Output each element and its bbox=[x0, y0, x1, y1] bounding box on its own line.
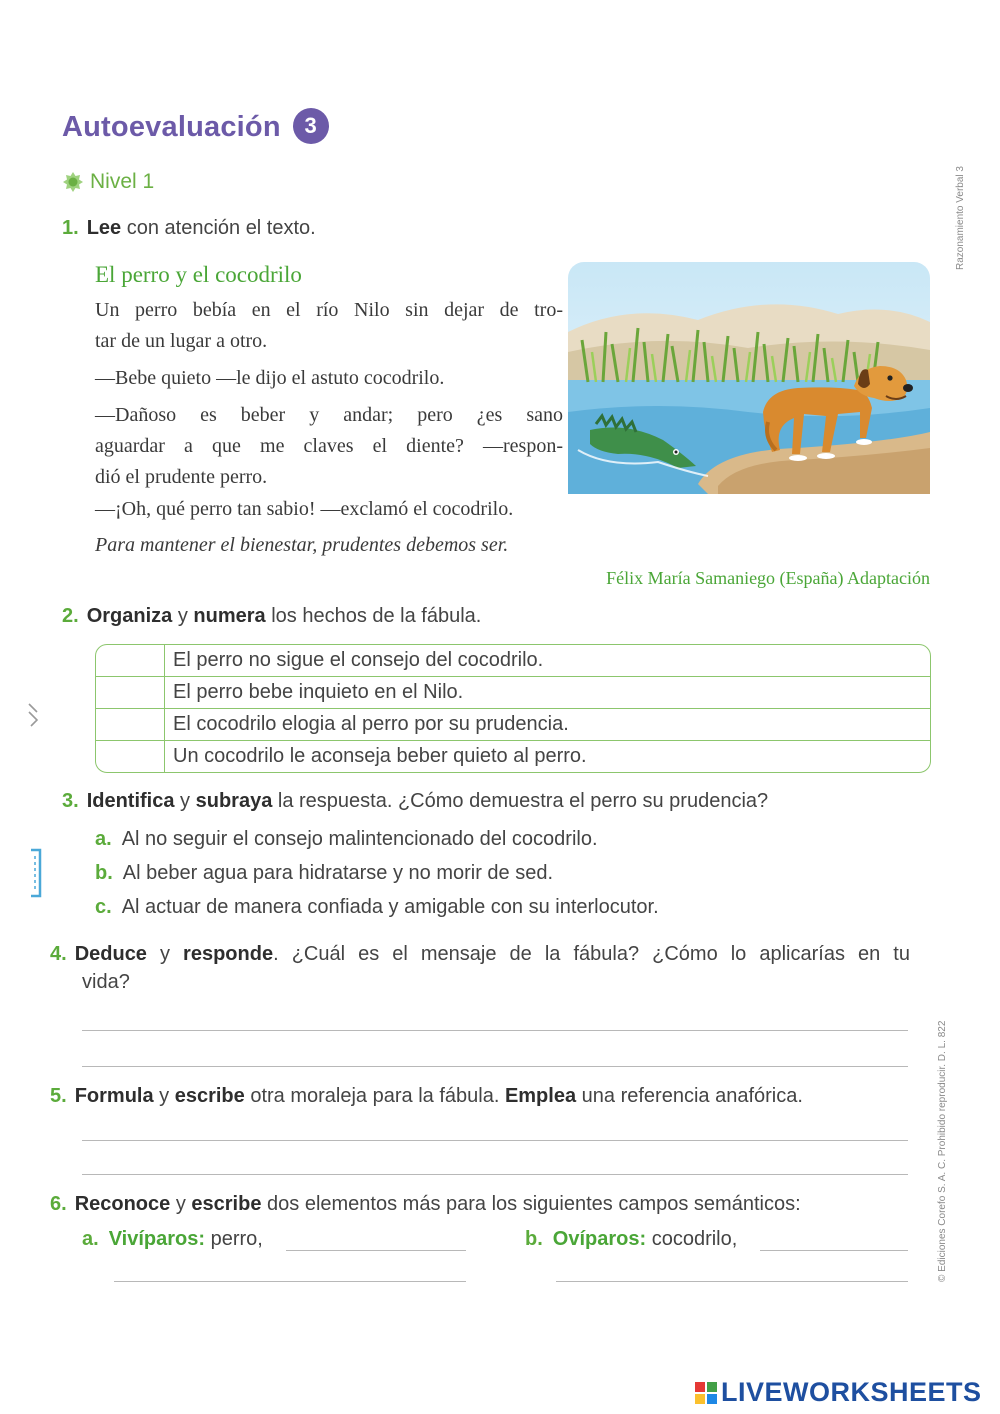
question-text: y bbox=[170, 1193, 192, 1215]
side-copyright: © Ediciones Corefo S. A. C. Prohibido reproducir. D. L. 822 bbox=[937, 1020, 948, 1282]
option-letter: a. bbox=[95, 828, 112, 850]
side-subject-label: Razonamiento Verbal 3 bbox=[955, 166, 966, 270]
number-input-cell[interactable] bbox=[96, 677, 165, 709]
question-verb: Identifica bbox=[86, 790, 175, 812]
answer-line[interactable] bbox=[82, 1066, 908, 1067]
question-text: y bbox=[146, 943, 184, 965]
question-5 bbox=[50, 1085, 803, 1108]
fable-title: El perro y el cocodrilo bbox=[95, 262, 302, 287]
event-text: El perro bebe inquieto en el Nilo. bbox=[165, 677, 930, 709]
number-input-cell[interactable] bbox=[96, 645, 165, 677]
option-c[interactable] bbox=[95, 896, 659, 919]
option-a[interactable] bbox=[95, 828, 598, 851]
title-text: Autoevaluación bbox=[62, 111, 281, 143]
option-b[interactable] bbox=[95, 862, 553, 885]
field-value: perro, bbox=[205, 1228, 263, 1250]
question-text: los hechos de la fábula. bbox=[265, 605, 482, 627]
question-2 bbox=[62, 605, 481, 628]
option-letter: a. bbox=[82, 1228, 99, 1250]
answer-line[interactable] bbox=[286, 1250, 466, 1251]
question-text: . ¿Cuál es el mensaje de la fábula? ¿Cómo lo aplicarías en tu bbox=[273, 943, 910, 965]
option-letter: b. bbox=[525, 1228, 543, 1250]
fable-line: —Bebe quieto —le dijo el astuto cocodrilo. bbox=[95, 367, 445, 389]
event-text: El perro no sigue el consejo del cocodrilo. bbox=[165, 645, 930, 677]
question-text: y bbox=[172, 605, 194, 627]
fable-moral: Para mantener el bienestar, prudentes debemos ser. bbox=[95, 534, 509, 556]
question-verb: responde bbox=[183, 943, 274, 965]
answer-line[interactable] bbox=[114, 1281, 466, 1282]
question-text: con atención el texto. bbox=[121, 217, 316, 239]
question-verb: numera bbox=[193, 605, 266, 627]
level-label bbox=[62, 170, 154, 194]
event-text: El cocodrilo elogia al perro por su prudencia. bbox=[165, 709, 930, 741]
field-value: cocodrilo, bbox=[646, 1228, 738, 1250]
answer-line[interactable] bbox=[556, 1281, 908, 1282]
fable-line: —Dañoso es beber y andar; pero ¿es sano bbox=[95, 404, 563, 426]
question-verb: Emplea bbox=[504, 1085, 577, 1107]
margin-bracket-icon bbox=[28, 848, 44, 898]
table-row bbox=[96, 645, 930, 677]
question-verb: subraya bbox=[195, 790, 273, 812]
question-verb: Reconoce bbox=[74, 1193, 171, 1215]
fable-illustration bbox=[568, 262, 930, 494]
question-verb: escribe bbox=[174, 1085, 245, 1107]
question-text: y bbox=[153, 1085, 175, 1107]
field-label: Vivíparos: bbox=[108, 1228, 206, 1250]
question-text: vida? bbox=[82, 971, 130, 993]
question-3 bbox=[62, 790, 768, 813]
question-text: otra moraleja para la fábula. bbox=[244, 1085, 505, 1107]
level-text: Nivel 1 bbox=[90, 170, 155, 193]
fable-line: dió el prudente perro. bbox=[95, 466, 268, 488]
event-text: Un cocodrilo le aconseja beber quieto al perro. bbox=[173, 745, 587, 767]
question-text: y bbox=[174, 790, 196, 812]
section-number-badge: 3 bbox=[293, 108, 329, 144]
question-verb: Organiza bbox=[86, 605, 173, 627]
option-text: Al no seguir el consejo malintencionado del cocodrilo. bbox=[121, 828, 598, 850]
question-number: 6. bbox=[50, 1193, 67, 1215]
option-letter: c. bbox=[95, 896, 112, 918]
option-text: Al actuar de manera confiada y amigable con su interlocutor. bbox=[121, 896, 659, 918]
answer-line[interactable] bbox=[760, 1250, 908, 1251]
level-badge-icon bbox=[62, 171, 84, 193]
number-input-cell[interactable] bbox=[96, 741, 165, 772]
question-number: 5. bbox=[50, 1085, 67, 1107]
fable-line: aguardar a que me claves el diente? —respon- bbox=[95, 435, 563, 457]
question-number: 2. bbox=[62, 605, 79, 627]
question-1 bbox=[62, 217, 316, 240]
option-text: Al beber agua para hidratarse y no morir de sed. bbox=[122, 862, 554, 884]
question-verb: Formula bbox=[74, 1085, 154, 1107]
table-row bbox=[96, 709, 930, 741]
field-a bbox=[82, 1228, 263, 1251]
fable-line: Un perro bebía en el río Nilo sin dejar de tro- bbox=[95, 299, 563, 321]
ordering-table bbox=[95, 644, 931, 773]
question-text: dos elementos más para los siguientes campos semánticos: bbox=[261, 1193, 801, 1215]
fable-line: —¡Oh, qué perro tan sabio! —exclamó el cocodrilo. bbox=[95, 498, 514, 520]
question-4 bbox=[50, 940, 910, 996]
page-title bbox=[62, 108, 329, 144]
table-row bbox=[96, 741, 930, 772]
fable-text bbox=[95, 295, 563, 493]
question-number: 1. bbox=[62, 217, 79, 239]
question-number: 3. bbox=[62, 790, 79, 812]
table-row bbox=[96, 677, 930, 709]
fable-author: Félix María Samaniego (España) Adaptación bbox=[606, 568, 930, 588]
number-input-cell[interactable] bbox=[96, 709, 165, 741]
question-text: una referencia anafórica. bbox=[576, 1085, 803, 1107]
logo-grid-icon bbox=[695, 1382, 717, 1404]
logo-text: LIVEWORKSHEETS bbox=[721, 1377, 982, 1407]
field-label: Ovíparos: bbox=[552, 1228, 647, 1250]
question-number: 4. bbox=[50, 943, 67, 965]
answer-line[interactable] bbox=[82, 1174, 908, 1175]
margin-mark-icon bbox=[26, 700, 42, 728]
question-verb: Deduce bbox=[74, 943, 147, 965]
question-verb: Lee bbox=[86, 217, 122, 239]
field-b bbox=[525, 1228, 737, 1251]
option-letter: b. bbox=[95, 862, 113, 884]
question-verb: escribe bbox=[191, 1193, 262, 1215]
question-6 bbox=[50, 1193, 801, 1216]
answer-line[interactable] bbox=[82, 1030, 908, 1031]
answer-line[interactable] bbox=[82, 1140, 908, 1141]
fable-line: tar de un lugar a otro. bbox=[95, 330, 268, 352]
question-text: la respuesta. ¿Cómo demuestra el perro su prudencia? bbox=[272, 790, 769, 812]
liveworksheets-logo bbox=[695, 1377, 982, 1408]
